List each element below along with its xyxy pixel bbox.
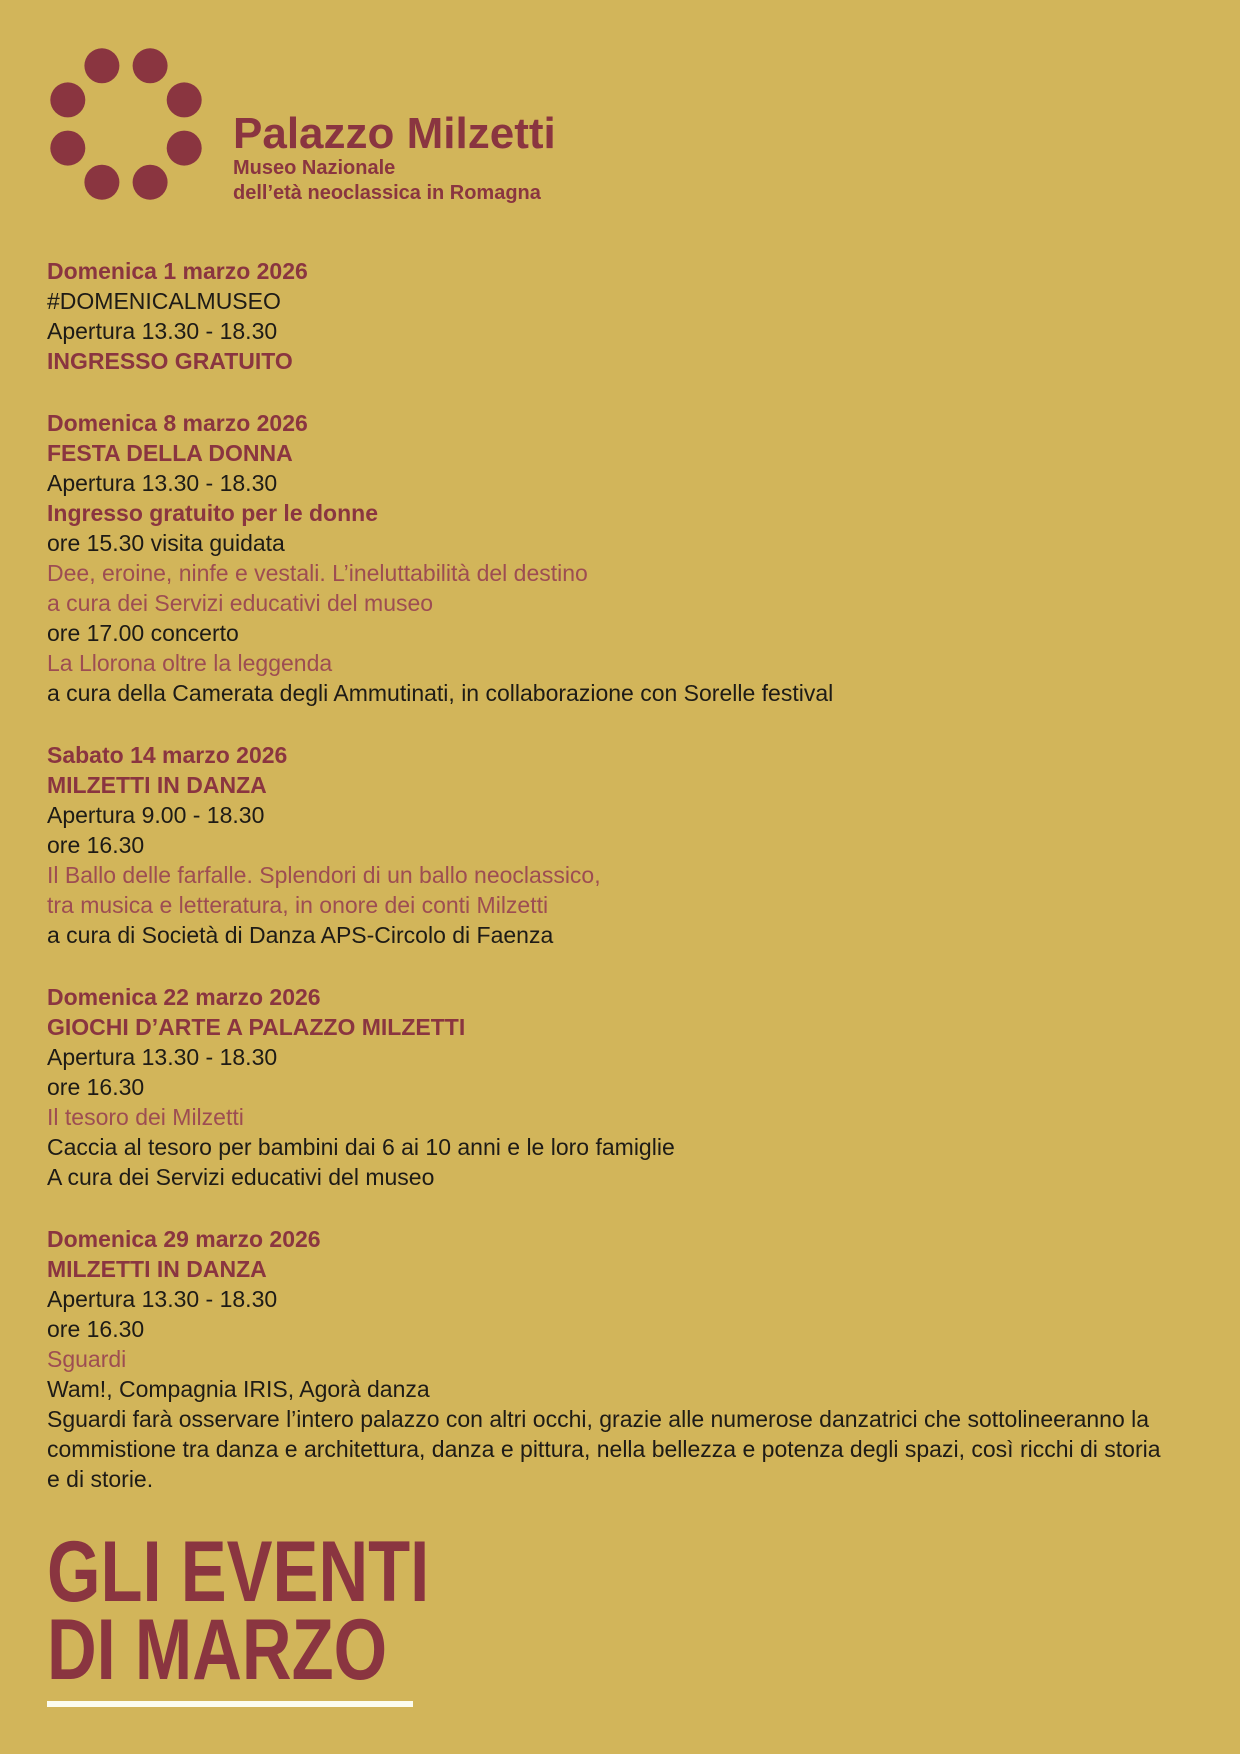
event-detail: ore 15.30 visita guidata: [47, 530, 285, 556]
event-detail: Apertura 13.30 - 18.30: [47, 1044, 278, 1070]
event-detail: Apertura 13.30 - 18.30: [47, 318, 278, 344]
footer-underline: [47, 1701, 413, 1707]
event-subtitle: Dee, eroine, ninfe e vestali. L’ineluttabilità del destino: [47, 560, 588, 586]
event-detail: ore 17.00 concerto: [47, 620, 239, 646]
dots-ring-icon: [41, 39, 211, 209]
event-subtitle: La Llorona oltre la leggenda: [47, 650, 333, 676]
event-detail: ore 16.30: [47, 1074, 145, 1100]
event-subtitle: Il Ballo delle farfalle. Splendori di un ballo neoclassico,: [47, 862, 601, 888]
footer-headline: [47, 1524, 525, 1698]
event-detail: Apertura 9.00 - 18.30: [47, 802, 265, 828]
footer-headline-line1: GLI EVENTI: [47, 1524, 430, 1620]
event-block: [47, 408, 1167, 708]
event-heading: MILZETTI IN DANZA: [47, 772, 267, 798]
event-date: Domenica 29 marzo 2026: [47, 1226, 321, 1252]
event-detail: a cura di Società di Danza APS-Circolo di Faenza: [47, 922, 554, 948]
event-detail: Apertura 13.30 - 18.30: [47, 470, 278, 496]
event-detail: Sguardi farà osservare l’intero palazzo con altri occhi, grazie alle numerose danzatrici che sottolineeranno la commistione tra danza e architettura, danza e pittura, nella bellezza e potenza degli spazi, così ricchi di storia e di storie.: [47, 1406, 1161, 1492]
event-block: [47, 1224, 1167, 1494]
event-subtitle: tra musica e letteratura, in onore dei conti Milzetti: [47, 892, 549, 918]
event-date: Domenica 1 marzo 2026: [47, 258, 308, 284]
event-detail: Caccia al tesoro per bambini dai 6 ai 10 anni e le loro famiglie: [47, 1134, 675, 1160]
footer-headline-line2: DI MARZO: [47, 1602, 388, 1698]
event-date: Domenica 8 marzo 2026: [47, 410, 308, 436]
museum-title: Palazzo Milzetti: [233, 109, 556, 158]
event-subtitle: Il tesoro dei Milzetti: [47, 1104, 244, 1130]
museum-subtitle-line2: dell’età neoclassica in Romagna: [233, 182, 541, 204]
event-heading: MILZETTI IN DANZA: [47, 1256, 267, 1282]
event-date: Sabato 14 marzo 2026: [47, 742, 288, 768]
event-detail: Wam!, Compagnia IRIS, Agorà danza: [47, 1376, 430, 1402]
event-block: [47, 740, 1167, 950]
event-subtitle: a cura dei Servizi educativi del museo: [47, 590, 434, 616]
event-heading: FESTA DELLA DONNA: [47, 440, 293, 466]
event-block: [47, 982, 1167, 1192]
event-heading: GIOCHI D’ARTE A PALAZZO MILZETTI: [47, 1014, 466, 1040]
event-date: Domenica 22 marzo 2026: [47, 984, 321, 1010]
event-detail: A cura dei Servizi educativi del museo: [47, 1164, 435, 1190]
event-heading: INGRESSO GRATUITO: [47, 348, 293, 374]
events-list: [47, 256, 1167, 1526]
museum-subtitle: [233, 156, 541, 206]
event-detail: a cura della Camerata degli Ammutinati, in collaborazione con Sorelle festival: [47, 680, 834, 706]
museum-subtitle-line1: Museo Nazionale: [233, 157, 396, 179]
event-detail: ore 16.30: [47, 1316, 145, 1342]
event-detail: #DOMENICALMUSEO: [47, 288, 281, 314]
event-detail: ore 16.30: [47, 832, 145, 858]
event-block: [47, 256, 1167, 376]
event-subtitle: Sguardi: [47, 1346, 127, 1372]
event-heading: Ingresso gratuito per le donne: [47, 500, 378, 526]
event-detail: Apertura 13.30 - 18.30: [47, 1286, 278, 1312]
